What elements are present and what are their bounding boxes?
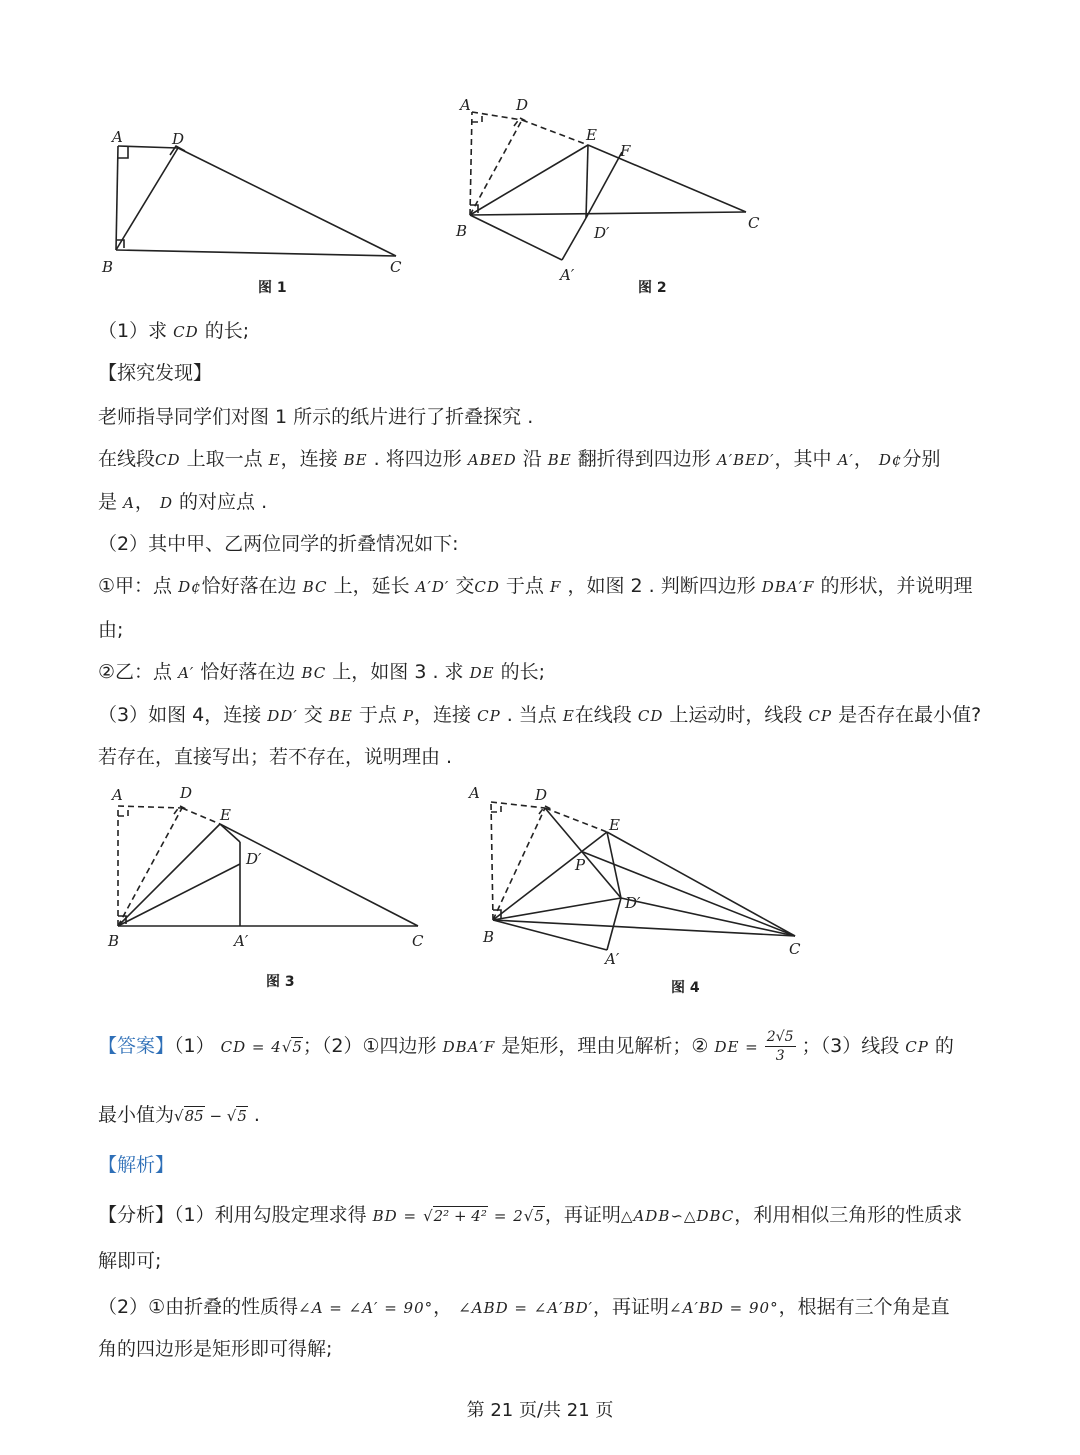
fig2-label-a: A xyxy=(460,96,471,114)
intro-line-2: 在线段CD 上取一点 E，连接 BE . 将四边形 ABED 沿 BE 翻折得到四边形 A′BED′，其中 A′， D¢分别 xyxy=(98,448,941,470)
fig4-label-ap: A′ xyxy=(605,950,620,968)
analysis-tag: 【解析】 xyxy=(98,1154,175,1176)
fig4-label-p: P xyxy=(575,856,586,874)
fig3-label-ap: A′ xyxy=(234,932,249,950)
analysis-line-1-cont: 解即可; xyxy=(98,1250,162,1272)
fig4-label-dp: D′ xyxy=(625,894,641,912)
answer-line-2: 最小值为√85 − √5 . xyxy=(98,1104,260,1126)
figure-4 xyxy=(465,780,815,1010)
answer-line-1: 【答案】（1） CD = 4√5；（2）①四边形 DBA′F 是矩形，理由见解析；② DE = $\frac{2√5}{3}$ ；（3）线段 CP 的 xyxy=(98,1029,954,1064)
explore-heading: 【探究发现】 xyxy=(98,362,213,384)
fig3-label-b: B xyxy=(108,932,120,950)
fig4-label-a: A xyxy=(469,784,480,802)
page-footer: 第 21 页/共 21 页 xyxy=(466,1400,614,1421)
fig2-label-d: D xyxy=(516,96,529,114)
fig3-label-e: E xyxy=(220,806,231,824)
fig2-label-e: E xyxy=(586,126,597,144)
question-2b: ②乙：点 A′ 恰好落在边 BC 上，如图 3 . 求 DE 的长; xyxy=(98,661,546,683)
intro-line-3: 是 A， D 的对应点 . xyxy=(98,491,268,513)
fig2-label-dp: D′ xyxy=(594,224,610,242)
question-3-cont: 若存在，直接写出；若不存在，说明理由 . xyxy=(98,746,453,768)
figure-3 xyxy=(100,780,440,1000)
fraction-de: $\frac{2√5}{3}$ xyxy=(766,1029,794,1064)
question-2: （2）其中甲、乙两位同学的折叠情况如下: xyxy=(98,533,459,555)
fig4-label-d: D xyxy=(535,786,548,804)
question-2a-cont: 由; xyxy=(98,619,124,641)
fig1-label-c: C xyxy=(390,258,402,276)
question-3: （3）如图 4，连接 DD′ 交 BE 于点 P，连接 CP . 当点 E在线段 CD 上运动时，线段 CP 是否存在最小值? xyxy=(98,704,982,726)
fig1-caption: 图 1 xyxy=(258,280,287,296)
fig3-label-a: A xyxy=(112,786,123,804)
fig4-label-e: E xyxy=(609,816,620,834)
analysis-line-2: （2）①由折叠的性质得∠A = ∠A′ = 90°， ∠ABD = ∠A′BD′，再证明∠A′BD = 90°，根据有三个角是直 xyxy=(98,1296,950,1318)
fig1-label-b: B xyxy=(102,258,114,276)
fig2-label-c: C xyxy=(748,214,760,232)
figure-2 xyxy=(450,90,780,300)
intro-line-1: 老师指导同学们对图 1 所示的纸片进行了折叠探究 . xyxy=(98,406,534,428)
fig4-label-c: C xyxy=(789,940,801,958)
fig2-label-ap: A′ xyxy=(560,266,575,284)
analysis-line-2-cont: 角的四边形是矩形即可得解; xyxy=(98,1338,333,1360)
fig2-label-b: B xyxy=(456,222,468,240)
analysis-line-1: 【分析】（1）利用勾股定理求得 BD = √2² + 4² = 2√5，再证明△ADB∽△DBC，利用相似三角形的性质求 xyxy=(98,1204,963,1226)
question-2a: ①甲：点 D¢恰好落在边 BC 上，延长 A′D′ 交CD 于点 F ，如图 2 . 判断四边形 DBA′F 的形状，并说明理 xyxy=(98,575,973,597)
question-1: （1）求 CD 的长; xyxy=(98,320,250,342)
fig1-label-d: D xyxy=(172,130,185,148)
fig2-label-f: F xyxy=(620,142,631,160)
fig4-label-b: B xyxy=(483,928,495,946)
answer-tag: 【答案】 xyxy=(98,1035,175,1057)
fig1-label-a: A xyxy=(112,128,123,146)
fig3-label-dp: D′ xyxy=(246,850,262,868)
fig4-caption: 图 4 xyxy=(671,980,700,996)
fig3-label-c: C xyxy=(412,932,424,950)
figure-1 xyxy=(100,120,420,300)
fig2-caption: 图 2 xyxy=(638,280,667,296)
fig3-label-d: D xyxy=(180,784,193,802)
fig3-caption: 图 3 xyxy=(266,974,295,990)
